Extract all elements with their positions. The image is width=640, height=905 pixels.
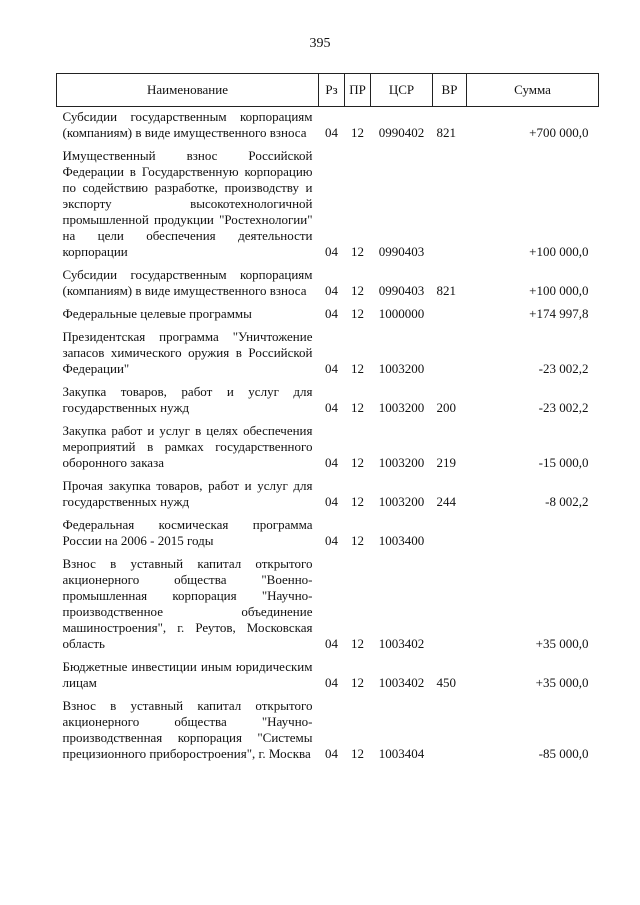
- row-csr: 0990402: [378, 125, 425, 140]
- row-pr: 12: [351, 455, 364, 470]
- row-name: Субсидии государственным корпорациям (компаниям) в виде имущественного взноса: [62, 267, 313, 298]
- row-sum: +100 000,0: [529, 244, 589, 259]
- header-vr: ВР: [433, 74, 467, 107]
- table-row: [57, 696, 599, 767]
- row-name: Федеральная космическая программа России на 2006 - 2015 годы: [62, 517, 313, 548]
- row-name: Субсидии государственным корпорациям (компаниям) в виде имущественного взноса: [62, 109, 313, 140]
- row-rz: 04: [325, 494, 338, 509]
- row-name: Бюджетные инвестиции иным юридическим лицам: [62, 659, 313, 690]
- table-header: [57, 74, 599, 107]
- table-row: [57, 304, 599, 327]
- page-number: 395: [309, 36, 331, 51]
- row-rz: 04: [325, 125, 338, 140]
- table-row: [57, 657, 599, 696]
- row-name: Закупка товаров, работ и услуг для государственных нужд: [62, 384, 313, 415]
- header-csr: ЦСР: [371, 74, 433, 107]
- row-pr: 12: [351, 244, 364, 259]
- row-vr: [433, 327, 467, 382]
- row-rz: 04: [325, 675, 338, 690]
- row-vr: 821: [436, 283, 456, 298]
- row-sum: -23 002,2: [538, 400, 589, 415]
- row-sum: +35 000,0: [535, 636, 589, 651]
- row-pr: 12: [351, 306, 364, 321]
- row-sum: -85 000,0: [538, 746, 589, 761]
- row-csr: 1003400: [378, 533, 425, 548]
- row-pr: 12: [351, 494, 364, 509]
- row-csr: 0990403: [378, 244, 425, 259]
- row-name: Закупка работ и услуг в целях обеспечения мероприятий в рамках государственного оборонного заказа: [62, 423, 313, 470]
- row-pr: 12: [351, 400, 364, 415]
- row-rz: 04: [325, 400, 338, 415]
- row-sum: +174 997,8: [529, 306, 589, 321]
- table-row: [57, 421, 599, 476]
- row-csr: 0990403: [378, 283, 425, 298]
- row-name: Взнос в уставный капитал открытого акционерного общества "Военно-промышленная корпорация "Научно-производственное объединение машиностроения", г. Реутов, Московская область: [62, 556, 313, 651]
- header-sum: Сумма: [467, 74, 599, 107]
- table-row: [57, 327, 599, 382]
- row-vr: 244: [436, 494, 456, 509]
- row-rz: 04: [325, 361, 338, 376]
- table-body: [57, 107, 599, 768]
- row-name: Президентская программа "Уничтожение запасов химического оружия в Российской Федерации": [62, 329, 313, 376]
- row-sum: [467, 515, 599, 554]
- row-pr: 12: [351, 361, 364, 376]
- table-row: [57, 515, 599, 554]
- budget-table: [56, 73, 599, 767]
- row-csr: 1000000: [378, 306, 425, 321]
- row-vr: 219: [436, 455, 456, 470]
- row-rz: 04: [325, 244, 338, 259]
- row-rz: 04: [325, 455, 338, 470]
- header-row: [57, 74, 599, 107]
- row-sum: +100 000,0: [529, 283, 589, 298]
- row-vr: 200: [436, 400, 456, 415]
- row-name: Имущественный взнос Российской Федерации в Государственную корпорацию по содействию разработке, производству и экспорту высокотехнологичной промышленной продукции "Ростехнологии" на цели обеспечения деятельности корпорации: [62, 148, 313, 259]
- row-vr: [433, 554, 467, 657]
- table-row: [57, 265, 599, 304]
- row-vr: [433, 146, 467, 265]
- header-rz: Рз: [319, 74, 345, 107]
- row-sum: -15 000,0: [538, 455, 589, 470]
- row-pr: 12: [351, 675, 364, 690]
- row-name: Федеральные целевые программы: [62, 306, 252, 321]
- table-row: [57, 382, 599, 421]
- row-rz: 04: [325, 636, 338, 651]
- header-name: Наименование: [57, 74, 319, 107]
- row-name: Прочая закупка товаров, работ и услуг для государственных нужд: [62, 478, 313, 509]
- row-vr: [433, 515, 467, 554]
- row-pr: 12: [351, 636, 364, 651]
- table-row: [57, 476, 599, 515]
- table-row: [57, 554, 599, 657]
- row-csr: 1003402: [378, 636, 425, 651]
- row-rz: 04: [325, 306, 338, 321]
- row-rz: 04: [325, 746, 338, 761]
- row-sum: +700 000,0: [529, 125, 589, 140]
- row-vr: [433, 696, 467, 767]
- row-name: Взнос в уставный капитал открытого акционерного общества "Научно-производственная корпорация "Системы прецизионного приборостроения", г. Москва: [62, 698, 313, 761]
- row-vr: 821: [436, 125, 456, 140]
- row-pr: 12: [351, 125, 364, 140]
- row-sum: +35 000,0: [535, 675, 589, 690]
- row-pr: 12: [351, 283, 364, 298]
- header-pr: ПР: [345, 74, 371, 107]
- row-csr: 1003404: [378, 746, 425, 761]
- row-csr: 1003200: [378, 400, 425, 415]
- row-sum: -23 002,2: [538, 361, 589, 376]
- row-sum: -8 002,2: [545, 494, 589, 509]
- row-vr: 450: [436, 675, 456, 690]
- row-pr: 12: [351, 533, 364, 548]
- row-csr: 1003200: [378, 361, 425, 376]
- row-csr: 1003402: [378, 675, 425, 690]
- row-rz: 04: [325, 283, 338, 298]
- row-vr: [433, 304, 467, 327]
- row-rz: 04: [325, 533, 338, 548]
- table-row: [57, 107, 599, 147]
- row-pr: 12: [351, 746, 364, 761]
- table-row: [57, 146, 599, 265]
- row-csr: 1003200: [378, 494, 425, 509]
- row-csr: 1003200: [378, 455, 425, 470]
